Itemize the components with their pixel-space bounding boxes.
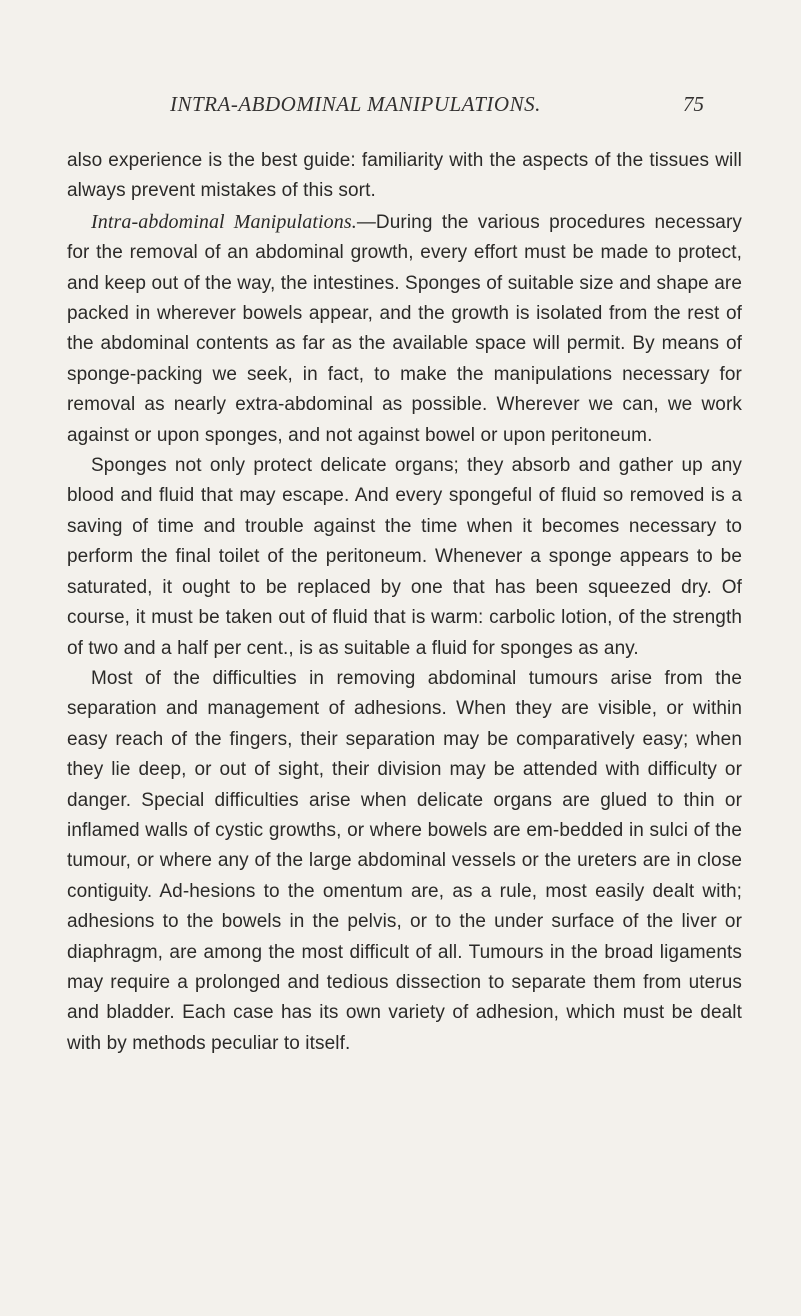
section-heading-intra-abdominal-manipulations: Intra-abdominal Manipulations. [91, 210, 357, 233]
paragraph-2 [67, 207, 742, 451]
page-number: 75 [683, 92, 704, 116]
paragraph-1: also experience is the best guide: familiarity with the aspects of the tissues will always prevent mistakes of this sort. [67, 150, 742, 202]
body-text [67, 146, 742, 1059]
paragraph-3: Sponges not only protect delicate organs; they absorb and gather up any blood and fluid that may escape. And every spongeful of fluid so removed is a saving of time and trouble against the time when it becomes necessary to perform the final toilet of the peritoneum. Whenever a sponge appears to be saturated, it ought to be replaced by one that has been squeezed dry. Of course, it must be taken out of fluid that is warm: carbolic lotion, of the strength of two and a half per cent., is as suitable a fluid for sponges as any. [67, 455, 742, 659]
paragraph-2-text: —During the various procedures necessary for the removal of an abdominal growth, every effort must be made to protect, and keep out of the way, the intestines. Sponges of suitable size and shape are packed in wherever bowels appear, and the growth is isolated from the rest of the abdominal contents as far as the available space will permit. By means of sponge-packing we seek, in fact, to make the manipulations necessary for removal as nearly extra-abdominal as possible. Wherever we can, we work against or upon sponges, and not against bowel or upon peritoneum. [67, 211, 742, 446]
paragraph-4: Most of the difficulties in removing abdominal tumours arise from the separation and management of adhesions. When they are visible, or within easy reach of the fingers, their separation may be comparatively easy; when they lie deep, or out of sight, their division may be attended with difficulty or danger. Special difficulties arise when delicate organs are glued to thin or inflamed walls of cystic growths, or where bowels are em-bedded in sulci of the tumour, or where any of the large abdominal vessels or the ureters are in close contiguity. Ad-hesions to the omentum are, as a rule, most easily dealt with; adhesions to the bowels in the pelvis, or to the under surface of the liver or diaphragm, are among the most difficult of all. Tumours in the broad ligaments may require a prolonged and tedious dissection to separate them from uterus and bladder. Each case has its own variety of adhesion, which must be dealt with by methods peculiar to itself. [67, 667, 742, 1054]
running-head: INTRA-ABDOMINAL MANIPULATIONS. [170, 92, 541, 116]
